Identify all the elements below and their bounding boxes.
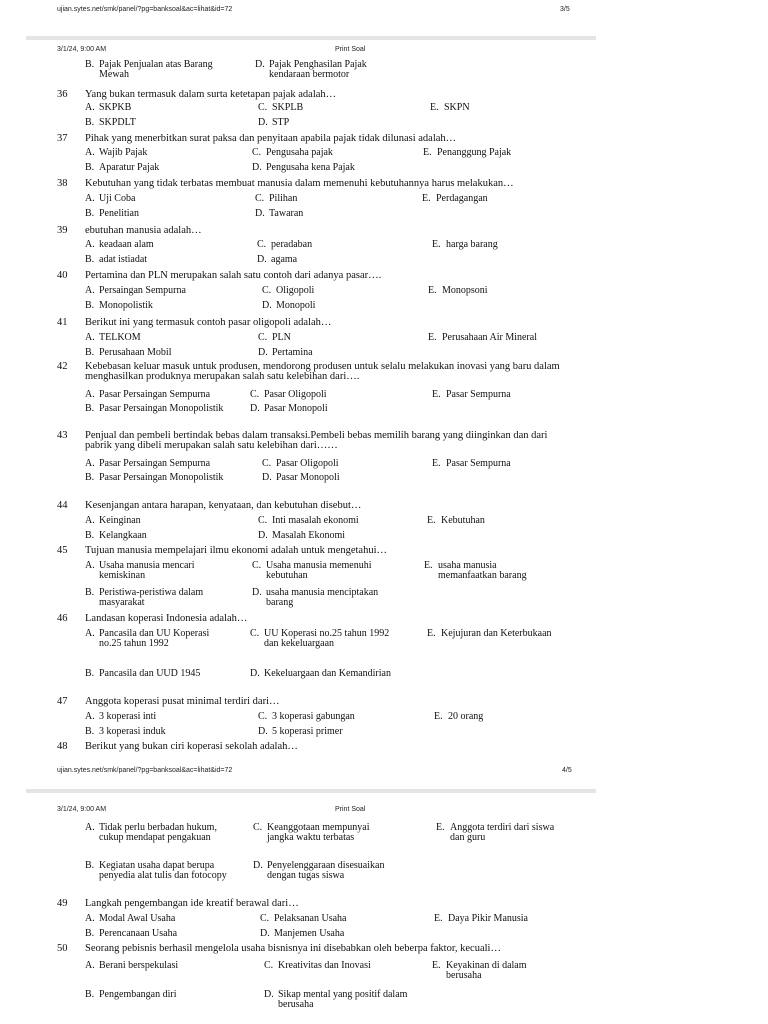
option-b: B. Pasar Persaingan Monopolistik — [85, 403, 224, 414]
option-a: A. Pasar Persaingan Sempurna — [85, 389, 211, 400]
option-e: E. Daya Pikir Manusia — [434, 913, 528, 924]
question-text: Anggota koperasi pusat minimal terdiri dari… — [85, 696, 280, 707]
page-number: 3/5 — [560, 6, 570, 13]
option-a: A. Wajib Pajak — [85, 147, 148, 158]
question-text: Pertamina dan PLN merupakan salah satu contoh dari adanya pasar…. — [85, 270, 382, 281]
option-c: C. Pilihan — [255, 193, 298, 204]
option-b: B. Perencanaan Usaha — [85, 928, 178, 939]
option-d: D. Pertamina — [258, 347, 313, 358]
option-b: B. Monopolistik — [85, 300, 153, 311]
option-e: E. Kebutuhan — [427, 515, 485, 526]
option-a: A. Tidak perlu berbadan hukum, cukup mendapat pengakuan — [85, 822, 217, 843]
question-number: 47 — [57, 696, 68, 707]
option-a: A. keadaan alam — [85, 239, 154, 250]
option-e: E. Pasar Sempurna — [432, 458, 511, 469]
print-title-2: Print Soal — [335, 806, 366, 813]
option-b: B. Pengembangan diri — [85, 989, 177, 1000]
option-d: D. STP — [258, 117, 290, 128]
option-c: C. peradaban — [257, 239, 313, 250]
option-c: C. 3 koperasi gabungan — [258, 711, 355, 722]
option-a: A. Berani berspekulasi — [85, 960, 179, 971]
option-d: D. Penyelenggaraan disesuaikan dengan tugas siswa — [253, 860, 385, 881]
question-number: 37 — [57, 133, 68, 144]
page-number-2: 4/5 — [562, 767, 572, 774]
option-c: C. Pasar Oligopoli — [262, 458, 339, 469]
option-b: B. Kegiatan usaha dapat berupa penyedia alat tulis dan fotocopy — [85, 860, 227, 881]
option-e: E. 20 orang — [434, 711, 484, 722]
option-c: C. Pelaksanan Usaha — [260, 913, 347, 924]
question-number: 41 — [57, 317, 68, 328]
question-text: Pihak yang menerbitkan surat paksa dan penyitaan apabila pajak tidak dilunasi adalah… — [85, 133, 457, 144]
option-a: A. TELKOM — [85, 332, 141, 343]
question-number: 42 — [57, 361, 68, 372]
option-b: B. Pancasila dan UUD 1945 — [85, 668, 201, 679]
question-number: 49 — [57, 898, 68, 909]
question-number: 45 — [57, 545, 68, 556]
option-e: E. harga barang — [432, 239, 498, 250]
option-d: D. Pasar Monopoli — [262, 472, 340, 483]
question-text: Berikut ini yang termasuk contoh pasar oligopoli adalah… — [85, 317, 332, 328]
option-d: D. Masalah Ekonomi — [258, 530, 346, 541]
option-e: E. Perdagangan — [422, 193, 488, 204]
option-c: C. PLN — [258, 332, 291, 343]
option-d: D. agama — [257, 254, 298, 265]
question-number: 44 — [57, 500, 68, 511]
option-d: D. usaha manusia menciptakan barang — [252, 587, 379, 608]
option-d: D. Pasar Monopoli — [250, 403, 328, 414]
option-a: A. 3 koperasi inti — [85, 711, 157, 722]
question-number: 50 — [57, 943, 68, 954]
question-text: Kebutuhan yang tidak terbatas membuat manusia dalam memenuhi kebutuhannya harus melakukan… — [85, 178, 514, 189]
option-b: B. Aparatur Pajak — [85, 162, 160, 173]
question-text: Penjual dan pembeli bertindak bebas dalam transaksi.Pembeli bebas memilih barang yang diinginkan dan dari pabrik yang dibeli merupakan salah satu kelebihan dari…… — [85, 430, 548, 451]
question-number: 39 — [57, 225, 68, 236]
page-separator — [26, 36, 596, 40]
page-separator-2 — [26, 789, 596, 793]
question-number: 38 — [57, 178, 68, 189]
option-d: D. Monopoli — [262, 300, 316, 311]
question-text: Yang bukan termasuk dalam surta ketetapan pajak adalah… — [85, 89, 337, 100]
option-c: C. Pasar Oligopoli — [250, 389, 327, 400]
option-e: E. usaha manusia memanfaatkan barang — [424, 560, 527, 581]
option-c: C. Oligopoli — [262, 285, 315, 296]
option-d: D. Manjemen Usaha — [260, 928, 345, 939]
option-d: D. Kekeluargaan dan Kemandirian — [250, 668, 391, 679]
option-b: B. Perusahaan Mobil — [85, 347, 172, 358]
option-d: D. Pajak Penghasilan Pajak kendaraan bermotor — [255, 59, 367, 80]
option-a: A. Modal Awal Usaha — [85, 913, 176, 924]
option-e: E. Anggota terdiri dari siswa dan guru — [436, 822, 555, 843]
option-b: B. Peristiwa-peristiwa dalam masyarakat — [85, 587, 204, 608]
option-b: B. Kelangkaan — [85, 530, 147, 541]
option-a: A. Pasar Persaingan Sempurna — [85, 458, 211, 469]
option-b: B. Pajak Penjualan atas Barang Mewah — [85, 59, 213, 80]
option-d: D. Pengusaha kena Pajak — [252, 162, 355, 173]
option-e: E. Perusahaan Air Mineral — [428, 332, 537, 343]
question-text: ebutuhan manusia adalah… — [85, 225, 202, 236]
question-text: Seorang pebisnis berhasil mengelola usaha bisnisnya ini disebabkan oleh beberpa faktor, kecuali… — [85, 943, 501, 954]
option-c: C. UU Koperasi no.25 tahun 1992 dan kekeluargaan — [250, 628, 390, 649]
option-e: E. Pasar Sempurna — [432, 389, 511, 400]
page-url-2: ujian.sytes.net/smk/panel/?pg=banksoal&ac=lihat&id=72 — [57, 767, 233, 774]
question-number: 40 — [57, 270, 68, 281]
option-b: B. adat istiadat — [85, 254, 148, 265]
option-a: A. Keinginan — [85, 515, 141, 526]
print-timestamp-2: 3/1/24, 9:00 AM — [57, 806, 107, 813]
option-d: D. Sikap mental yang positif dalam berusaha — [264, 989, 408, 1010]
question-number: 43 — [57, 430, 68, 441]
option-c: C. Kreativitas dan Inovasi — [264, 960, 371, 971]
page-url: ujian.sytes.net/smk/panel/?pg=banksoal&ac=lihat&id=72 — [57, 6, 233, 13]
option-e: E. Keyakinan di dalam berusaha — [432, 960, 527, 981]
option-c: C. Keanggotaan mempunyai jangka waktu terbatas — [253, 822, 370, 843]
option-a: A. Usaha manusia mencari kemiskinan — [85, 560, 195, 581]
option-a: A. Pancasila dan UU Koperasi no.25 tahun 1992 — [85, 628, 210, 649]
option-c: C. Usaha manusia memenuhi kebutuhan — [252, 560, 372, 581]
question-number: 36 — [57, 89, 68, 100]
print-timestamp: 3/1/24, 9:00 AM — [57, 46, 107, 53]
option-d: D. Tawaran — [255, 208, 304, 219]
question-text: Kebebasan keluar masuk untuk produsen, mendorong produsen untuk selalu melakukan inovasi yang baru dalam menghasilkan produknya merupakan salah satu kelebihan dari…. — [85, 361, 560, 382]
question-number: 46 — [57, 613, 68, 624]
option-a: A. SKPKB — [85, 102, 132, 113]
option-a: A. Uji Coba — [85, 193, 136, 204]
question-text: Tujuan manusia mempelajari ilmu ekonomi adalah untuk mengetahui… — [85, 545, 388, 556]
option-c: C. Pengusaha pajak — [252, 147, 333, 158]
option-a: A. Persaingan Sempurna — [85, 285, 186, 296]
question-text: Landasan koperasi Indonesia adalah… — [85, 613, 248, 624]
option-b: B. SKPDLT — [85, 117, 136, 128]
option-e: E. SKPN — [430, 102, 470, 113]
option-e: E. Monopsoni — [428, 285, 488, 296]
option-b: B. Pasar Persaingan Monopolistik — [85, 472, 224, 483]
option-e: E. Kejujuran dan Keterbukaan — [427, 628, 552, 639]
question-number: 48 — [57, 741, 68, 752]
option-c: C. SKPLB — [258, 102, 304, 113]
option-c: C. Inti masalah ekonomi — [258, 515, 359, 526]
option-b: B. Penelitian — [85, 208, 139, 219]
option-e: E. Penanggung Pajak — [423, 147, 512, 158]
print-title: Print Soal — [335, 46, 366, 53]
question-text: Kesenjangan antara harapan, kenyataan, dan kebutuhan disebut… — [85, 500, 362, 511]
question-text: Langkah pengembangan ide kreatif berawal dari… — [85, 898, 299, 909]
option-b: B. 3 koperasi induk — [85, 726, 166, 737]
question-text: Berikut yang bukan ciri koperasi sekolah adalah… — [85, 741, 298, 752]
option-d: D. 5 koperasi primer — [258, 726, 343, 737]
